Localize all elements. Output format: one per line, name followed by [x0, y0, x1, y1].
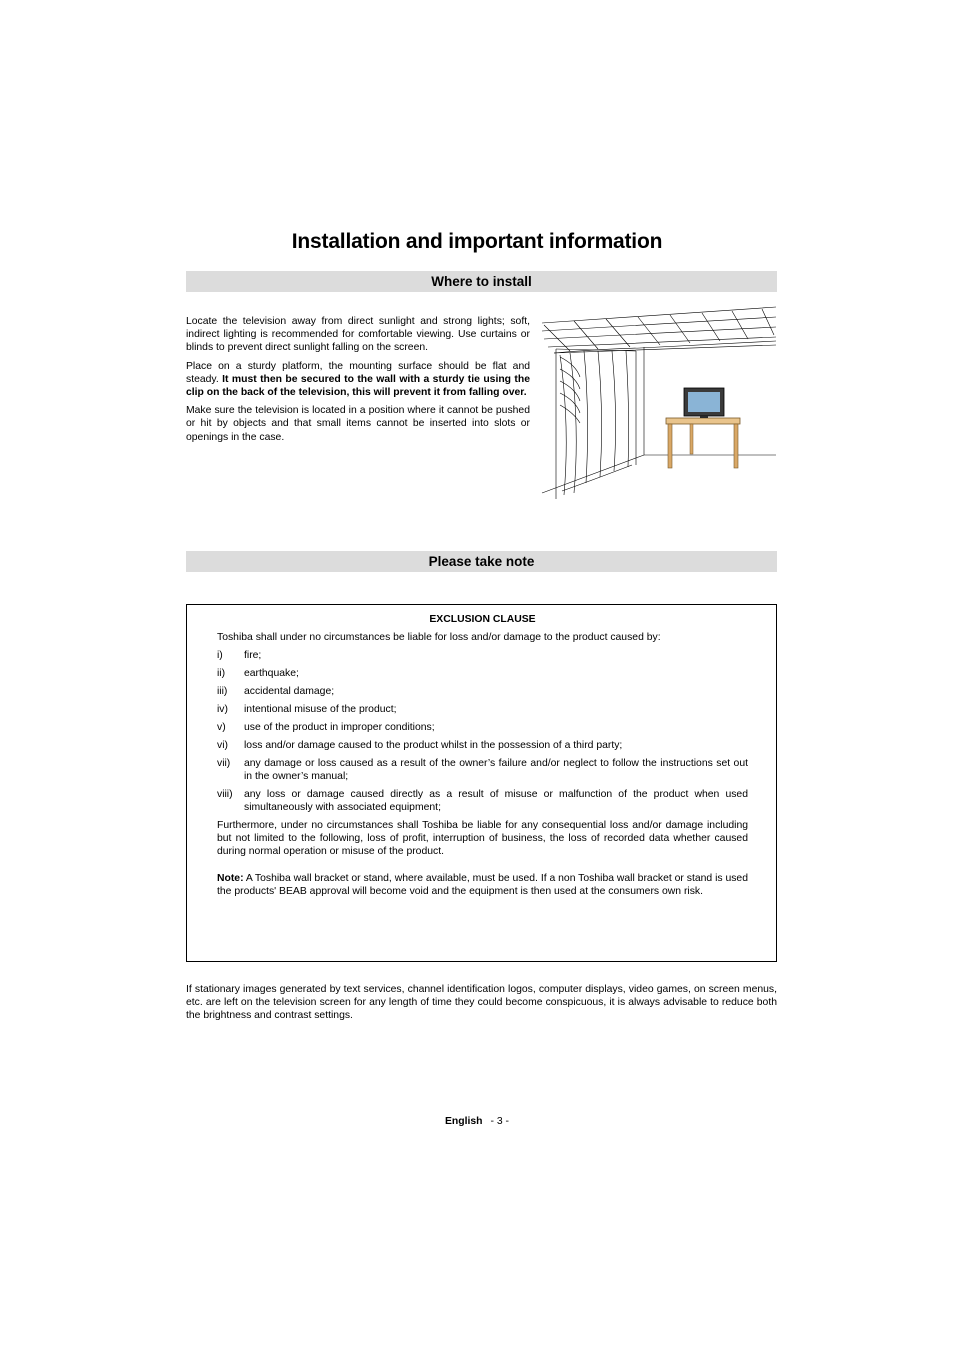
clause-item	[217, 685, 748, 698]
table-illustration	[666, 418, 740, 468]
clause-text: fire;	[244, 650, 262, 661]
clause-number: vii)	[217, 758, 231, 769]
clause-item	[217, 667, 748, 680]
section-heading-please-take-note: Please take note	[186, 551, 777, 572]
clause-number: ii)	[217, 668, 226, 679]
clause-text: loss and/or damage caused to the product whilst in the possession of a third party;	[244, 740, 623, 751]
exclusion-furthermore: Furthermore, under no circumstances shall Toshiba be liable for any consequential loss and/or damage including but not limited to the following, loss of profit, interruption of business, the loss of recorded data whether caused during normal operation or misuse of the product.	[217, 820, 748, 857]
clause-number: vi)	[217, 740, 228, 751]
clause-text: earthquake;	[244, 668, 299, 679]
clause-item	[217, 703, 748, 716]
install-paragraph-lighting: Locate the television away from direct sunlight and strong lights; soft, indirect lighting is recommended for comfortable viewing. Use curtains or blinds to prevent direct sunlight falling on the screen.	[186, 316, 530, 354]
install-paragraph-position: Make sure the television is located in a position where it cannot be pushed or hit by objects and that small items cannot be inserted into slots or openings in the case.	[186, 405, 530, 443]
clause-text: any damage or loss caused as a result of the owner’s failure and/or neglect to follow the instructions set out in the owner’s manual;	[244, 758, 748, 782]
clause-item	[217, 788, 748, 814]
exclusion-heading: EXCLUSION CLAUSE	[429, 614, 536, 625]
clause-text: any loss or damage caused directly as a result of misuse or malfunction of the product when used simultaneously with associated equipment;	[244, 789, 748, 813]
exclusion-note	[217, 872, 748, 898]
clause-item	[217, 721, 748, 734]
page-footer	[0, 1116, 954, 1127]
clause-number: v)	[217, 722, 226, 733]
clause-item	[217, 649, 748, 662]
television-illustration	[684, 388, 724, 418]
page-title: Installation and important information	[291, 230, 663, 253]
clause-item	[217, 757, 748, 783]
section-heading-where-to-install: Where to install	[186, 271, 777, 292]
stationary-images-advice: If stationary images generated by text services, channel identification logos, computer displays, video games, on screen menus, etc. are left on the television screen for any length of time they could become conspicuous, it is always advisable to reduce both the brightness and contrast settings.	[186, 984, 777, 1022]
exclusion-clause-box	[186, 604, 777, 962]
note-label: Note:	[217, 873, 244, 884]
clause-item	[217, 739, 748, 752]
page-number: - 3 -	[490, 1116, 509, 1127]
install-paragraph-platform	[186, 360, 530, 400]
wall-tie-warning: It must then be secured to the wall with a sturdy tie using the clip on the back of the television, this will prevent it from falling over.	[186, 373, 530, 399]
room-illustration	[540, 305, 780, 501]
exclusion-intro: Toshiba shall under no circumstances be liable for loss and/or damage to the product caused by:	[217, 632, 661, 643]
clause-number: i)	[217, 650, 223, 661]
platform-text: Place on a sturdy platform, the mounting surface should be flat and steady.	[186, 360, 530, 385]
clause-number: iii)	[217, 686, 228, 697]
clause-number: viii)	[217, 789, 233, 800]
install-instructions	[186, 315, 530, 449]
clause-number: iv)	[217, 704, 228, 715]
clause-text: intentional misuse of the product;	[244, 704, 397, 715]
footer-language: English	[444, 1116, 483, 1127]
clause-text: use of the product in improper conditions;	[244, 722, 435, 733]
note-text: A Toshiba wall bracket or stand, where available, must be used. If a non Toshiba wall bracket or stand is used the products' BEAB approval will become void and the equipment is then used at the consumers own risk.	[217, 873, 748, 897]
clause-text: accidental damage;	[244, 686, 335, 697]
